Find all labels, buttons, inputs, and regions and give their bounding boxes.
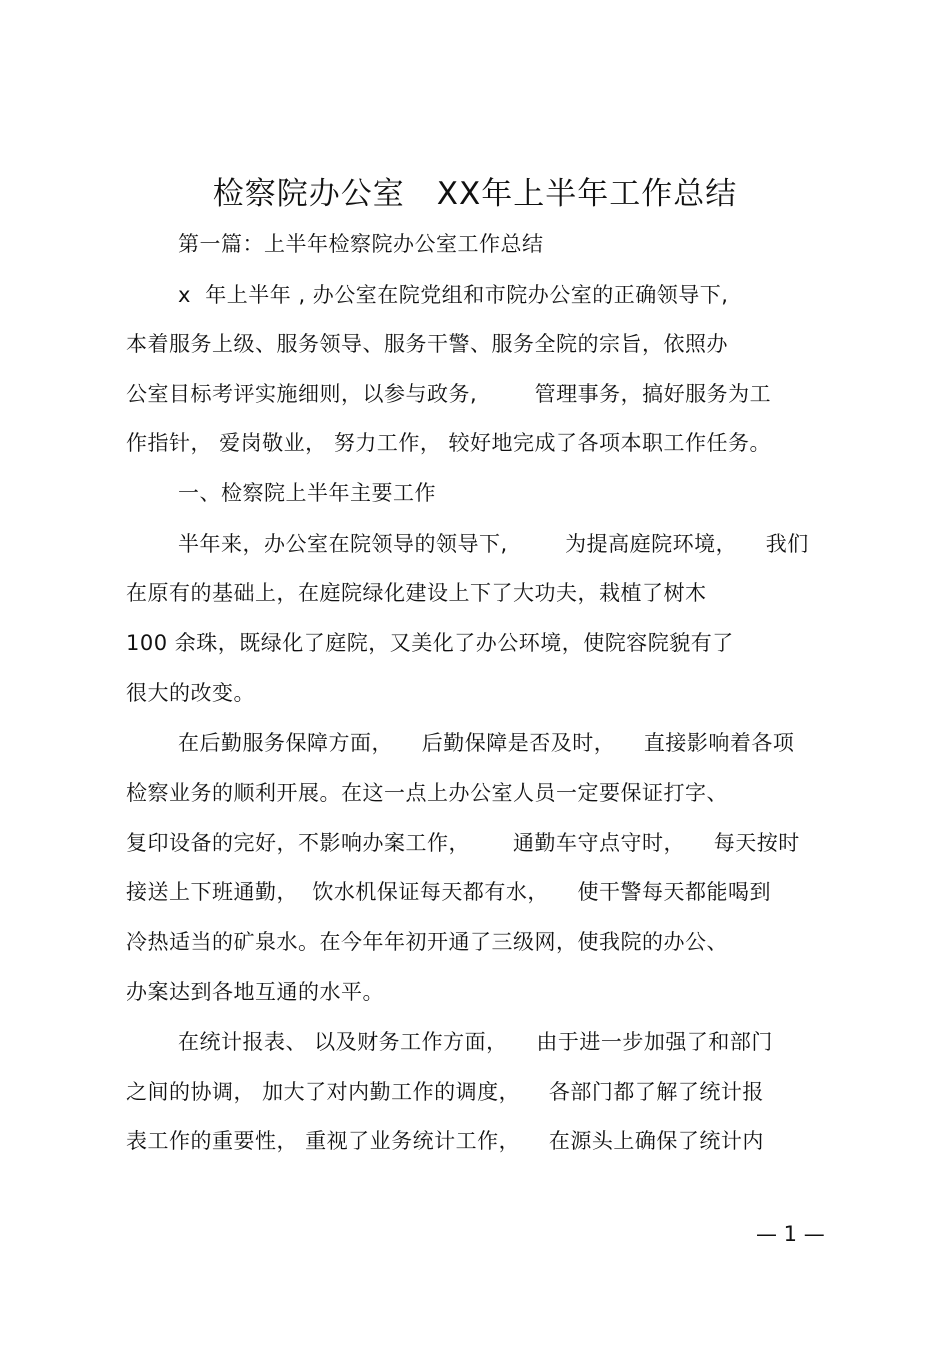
page-number: — 1 — <box>756 1222 825 1246</box>
paragraph-line: x 年上半年 , 办公室在院党组和市院办公室的正确领导下, <box>178 283 729 307</box>
paragraph-line: 本着服务上级、服务领导、服务干警、服务全院的宗旨，依照办 <box>126 332 728 356</box>
paragraph-line: 复印设备的完好，不影响办案工作， 通勤车守点守时， 每天按时 <box>126 831 800 855</box>
paragraph-line: 在统计报表、 以及财务工作方面， 由于进一步加强了和部门 <box>178 1030 773 1054</box>
paragraph-line: 在后勤服务保障方面， 后勤保障是否及时， 直接影响着各项 <box>178 731 795 755</box>
paragraph-line: 100 余珠，既绿化了庭院，又美化了办公环境，使院容院貌有了 <box>126 631 734 655</box>
paragraph-line: 办案达到各地互通的水平。 <box>126 980 384 1004</box>
paragraph-line: 在原有的基础上，在庭院绿化建设上下了大功夫，栽植了树木 <box>126 581 707 605</box>
paragraph-line: 之间的协调， 加大了对内勤工作的调度， 各部门都了解了统计报 <box>126 1080 764 1104</box>
paragraph-line: 公室目标考评实施细则，以参与政务, 管理事务，搞好服务为工 <box>126 382 772 406</box>
paragraph-line: 很大的改变。 <box>126 681 255 705</box>
paragraph-line: 接送上下班通勤， 饮水机保证每天都有水， 使干警每天都能喝到 <box>126 880 772 904</box>
paragraph-line: 表工作的重要性， 重视了业务统计工作， 在源头上确保了统计内 <box>126 1129 764 1153</box>
paragraph-line: 检察业务的顺利开展。在这一点上办公室人员一定要保证打字、 <box>126 781 728 805</box>
paragraph-line: 半年来，办公室在院领导的领导下, 为提高庭院环境， 我们 <box>178 532 809 556</box>
document-title: 检察院办公室 XX年上半年工作总结 <box>212 176 738 212</box>
subsection-heading: 一、检察院上半年主要工作 <box>178 481 436 505</box>
paragraph-line: 作指针， 爱岗敬业， 努力工作， 较好地完成了各项本职工作任务。 <box>126 431 772 455</box>
section-heading: 第一篇：上半年检察院办公室工作总结 <box>178 232 544 256</box>
paragraph-line: 冷热适当的矿泉水。在今年年初开通了三级网，使我院的办公、 <box>126 930 728 954</box>
